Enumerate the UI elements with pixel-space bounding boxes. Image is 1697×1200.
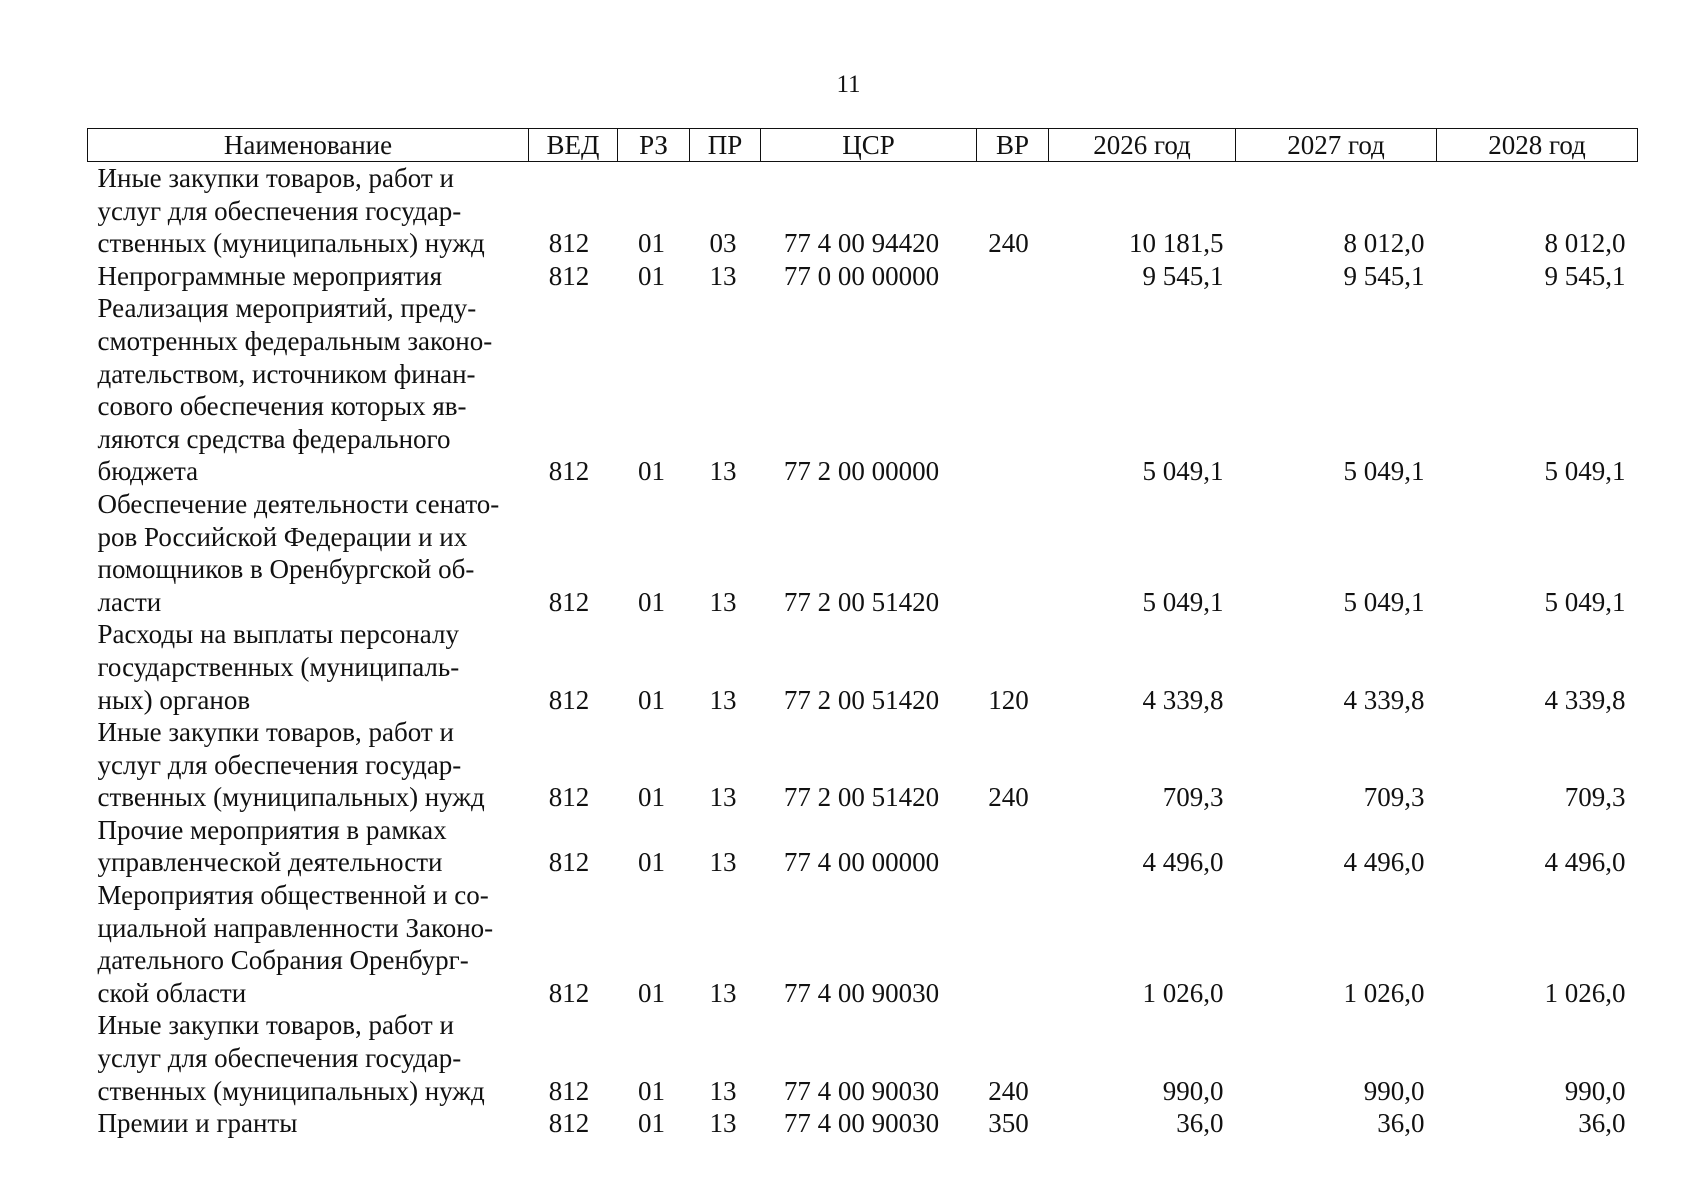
row-name: Премии и гранты: [97, 1108, 298, 1139]
row-name: Иные закупки товаров, работ и услуг для обеспечения государ- ственных (муниципальных) нужд: [97, 717, 485, 813]
header-2028: 2028 год: [1437, 129, 1638, 162]
row-name: Прочие мероприятия в рамках управленческой деятельности: [97, 814, 447, 878]
row-name: Обеспечение деятельности сенато- ров Российской Федерации и их помощников в Оренбургской об- ласти: [97, 488, 500, 617]
row-pr: 13: [709, 1108, 737, 1139]
row-name: Мероприятия общественной и со- циальной направленности Законо- дательного Собрания Оренбург- ской области: [97, 880, 494, 1008]
row-csr: 77 4 00 90030: [783, 1108, 940, 1139]
header-pr: ПР: [690, 129, 761, 162]
row-name: Иные закупки товаров, работ и услуг для обеспечения государ- ственных (муниципальных) нужд: [97, 163, 485, 259]
row-vr: [977, 488, 1049, 618]
row-2026: 709,3: [1162, 782, 1224, 813]
row-csr: 77 2 00 51420: [783, 782, 940, 813]
row-2027: 1 026,0: [1343, 977, 1425, 1008]
row-vr: 240: [988, 228, 1029, 259]
row-rz: 01: [638, 684, 665, 715]
row-rz: 01: [638, 1075, 665, 1106]
table-row: [88, 162, 1638, 260]
row-pr: 13: [709, 684, 737, 715]
table-row: [88, 1107, 1638, 1140]
row-vr: 240: [988, 1075, 1029, 1106]
row-csr: 77 0 00 00000: [783, 260, 940, 291]
row-2028: 709,3: [1564, 782, 1626, 813]
row-ved: 812: [548, 847, 590, 878]
row-vr: [977, 260, 1049, 293]
row-2027: 709,3: [1363, 782, 1425, 813]
row-2027: 8 012,0: [1343, 228, 1425, 259]
header-2027: 2027 год: [1236, 129, 1437, 162]
row-csr: 77 2 00 00000: [783, 456, 940, 487]
row-2028: 9 545,1: [1544, 260, 1626, 291]
row-pr: 13: [709, 782, 737, 813]
row-2028: 4 339,8: [1544, 684, 1626, 715]
row-ved: 812: [548, 228, 590, 259]
row-rz: 01: [638, 782, 665, 813]
row-vr: 350: [988, 1108, 1029, 1139]
row-name: Расходы на выплаты персоналу государственных (муниципаль- ных) органов: [97, 619, 460, 715]
row-ved: 812: [548, 782, 590, 813]
budget-table: [87, 128, 1638, 1140]
row-rz: 01: [638, 977, 665, 1008]
row-2026: 10 181,5: [1129, 228, 1224, 259]
row-ved: 812: [548, 260, 590, 291]
row-2026: 36,0: [1176, 1108, 1224, 1139]
row-2027: 4 496,0: [1343, 847, 1425, 878]
row-2027: 9 545,1: [1343, 260, 1425, 291]
row-2027: 5 049,1: [1343, 456, 1425, 487]
row-2027: 5 049,1: [1343, 586, 1425, 617]
row-pr: 13: [709, 977, 737, 1008]
row-2027: 4 339,8: [1343, 684, 1425, 715]
row-2026: 9 545,1: [1142, 260, 1224, 291]
row-ved: 812: [548, 684, 590, 715]
header-ved: ВЕД: [529, 129, 618, 162]
row-ved: 812: [548, 977, 590, 1008]
row-csr: 77 4 00 00000: [783, 847, 940, 878]
row-csr: 77 4 00 90030: [783, 1075, 940, 1106]
table-row: [88, 879, 1638, 1009]
row-2028: 4 496,0: [1544, 847, 1626, 878]
row-2027: 990,0: [1363, 1075, 1425, 1106]
row-2026: 1 026,0: [1142, 977, 1224, 1008]
row-2026: 4 339,8: [1142, 684, 1224, 715]
row-2026: 990,0: [1162, 1075, 1224, 1106]
table-header: [88, 129, 1638, 162]
header-2026: 2026 год: [1049, 129, 1236, 162]
row-2028: 5 049,1: [1544, 456, 1626, 487]
row-vr: [977, 292, 1049, 488]
row-pr: 13: [709, 260, 737, 291]
row-csr: 77 2 00 51420: [783, 684, 940, 715]
row-rz: 01: [638, 456, 665, 487]
table-row: [88, 260, 1638, 293]
row-pr: 13: [709, 456, 737, 487]
row-csr: 77 2 00 51420: [783, 586, 940, 617]
row-vr: 240: [988, 782, 1029, 813]
row-2028: 5 049,1: [1544, 586, 1626, 617]
table-row: [88, 488, 1638, 618]
table-row: [88, 814, 1638, 879]
row-name: Реализация мероприятий, преду- смотренных федеральным законо- дательством, источником финан- сового обеспечения которых яв- ляются средства федерального бюджета: [97, 293, 493, 487]
row-pr: 13: [709, 586, 737, 617]
row-ved: 812: [548, 1108, 590, 1139]
table-row: [88, 292, 1638, 488]
row-ved: 812: [548, 456, 590, 487]
table-row: [88, 716, 1638, 814]
row-2028: 36,0: [1578, 1108, 1626, 1139]
table-body: [88, 162, 1638, 1140]
row-2028: 1 026,0: [1544, 977, 1626, 1008]
row-rz: 01: [638, 260, 665, 291]
row-vr: [977, 814, 1049, 879]
row-2028: 8 012,0: [1544, 228, 1626, 259]
row-name: Иные закупки товаров, работ и услуг для обеспечения государ- ственных (муниципальных) нужд: [97, 1010, 485, 1106]
row-rz: 01: [638, 1108, 665, 1139]
row-pr: 13: [709, 847, 737, 878]
row-pr: 13: [709, 1075, 737, 1106]
row-ved: 812: [548, 1075, 590, 1106]
table-row: [88, 1009, 1638, 1107]
page-number: 11: [836, 71, 861, 98]
row-csr: 77 4 00 90030: [783, 977, 940, 1008]
row-ved: 812: [548, 586, 590, 617]
row-rz: 01: [638, 228, 665, 259]
header-name: Наименование: [88, 129, 529, 162]
row-2026: 4 496,0: [1142, 847, 1224, 878]
header-rz: РЗ: [618, 129, 690, 162]
row-vr: 120: [988, 684, 1029, 715]
header-row: [88, 129, 1638, 162]
row-2028: 990,0: [1564, 1075, 1626, 1106]
row-csr: 77 4 00 94420: [783, 228, 940, 259]
row-2026: 5 049,1: [1142, 586, 1224, 617]
row-rz: 01: [638, 847, 665, 878]
header-csr: ЦСР: [761, 129, 977, 162]
row-name: Непрограммные мероприятия: [97, 260, 443, 291]
row-2026: 5 049,1: [1142, 456, 1224, 487]
row-rz: 01: [638, 586, 665, 617]
header-vr: ВР: [977, 129, 1049, 162]
row-2027: 36,0: [1377, 1108, 1425, 1139]
table-row: [88, 618, 1638, 716]
row-vr: [977, 879, 1049, 1009]
row-pr: 03: [709, 228, 737, 259]
